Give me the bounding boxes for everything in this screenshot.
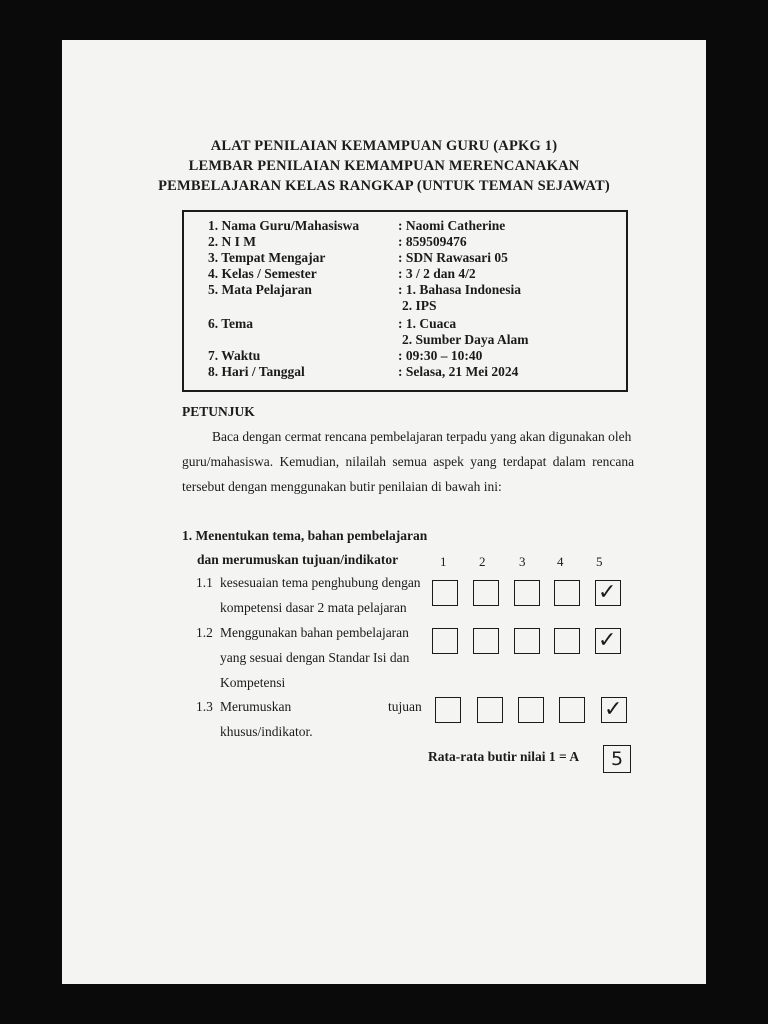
info-value: 2. IPS [402, 298, 437, 313]
score-checkbox-3[interactable] [514, 628, 540, 654]
scale-label: 3 [519, 554, 526, 569]
check-mark-icon: ✓ [598, 628, 617, 653]
info-value: : 859509476 [398, 234, 467, 249]
info-value: : 1. Cuaca [398, 316, 457, 331]
score-checkbox-1[interactable] [432, 580, 458, 606]
info-row [184, 348, 626, 364]
scale-label: 1 [440, 554, 447, 569]
score-checkbox-4[interactable] [559, 697, 585, 723]
score-checkbox-5[interactable] [595, 628, 621, 654]
title-line-3: PEMBELAJARAN KELAS RANGKAP (UNTUK TEMAN SEJAWAT) [158, 178, 610, 194]
item-text: khusus/indikator. [220, 724, 313, 739]
petunjuk-heading: PETUNJUK [182, 404, 255, 419]
info-value: : Selasa, 21 Mei 2024 [398, 364, 519, 379]
info-row [184, 316, 626, 332]
item-text: Menggunakan bahan pembelajaran [220, 625, 409, 640]
score-checkbox-4[interactable] [554, 580, 580, 606]
score-checkbox-1[interactable] [435, 697, 461, 723]
scale-label: 2 [479, 554, 486, 569]
item-number: 1.3 [196, 699, 213, 714]
info-label: 8. Hari / Tanggal [208, 364, 305, 379]
info-row [184, 234, 626, 250]
item-text: Merumuskan [220, 699, 292, 714]
info-row [184, 218, 626, 234]
document-page [62, 40, 706, 984]
item-text: Kompetensi [220, 675, 286, 690]
score-checkbox-1[interactable] [432, 628, 458, 654]
title-line-1: ALAT PENILAIAN KEMAMPUAN GURU (APKG 1) [210, 138, 558, 154]
info-value: 2. Sumber Daya Alam [402, 332, 529, 347]
score-checkbox-5[interactable] [601, 697, 627, 723]
info-label: 3. Tempat Mengajar [208, 250, 326, 265]
section-heading-1: 1. Menentukan tema, bahan pembelajaran [182, 528, 428, 543]
item-number: 1.2 [196, 625, 213, 640]
item-number: 1.1 [196, 575, 213, 590]
item-text: kompetensi dasar 2 mata pelajaran [220, 600, 407, 615]
info-value: : 3 / 2 dan 4/2 [398, 266, 476, 281]
info-label: 4. Kelas / Semester [208, 266, 317, 281]
score-checkbox-3[interactable] [514, 580, 540, 606]
score-checkbox-2[interactable] [473, 628, 499, 654]
info-label: 7. Waktu [208, 348, 261, 363]
score-checkbox-5[interactable] [595, 580, 621, 606]
item-text: kesesuaian tema penghubung dengan [220, 575, 421, 590]
score-checkbox-4[interactable] [554, 628, 580, 654]
title-line-2: LEMBAR PENILAIAN KEMAMPUAN MERENCANAKAN [188, 158, 580, 174]
average-score-box [603, 745, 631, 773]
info-value: : 09:30 – 10:40 [398, 348, 483, 363]
item-text: yang sesuai dengan Standar Isi dan [220, 650, 410, 665]
info-box [182, 210, 628, 392]
info-row [184, 282, 626, 298]
info-value: : 1. Bahasa Indonesia [398, 282, 522, 297]
info-value: : Naomi Catherine [398, 218, 506, 233]
score-checkbox-2[interactable] [473, 580, 499, 606]
info-row [184, 332, 626, 348]
petunjuk-line-3: tersebut dengan menggunakan butir penilaian di bawah ini: [182, 479, 502, 494]
score-checkbox-2[interactable] [477, 697, 503, 723]
info-row [184, 266, 626, 282]
info-label: 2. N I M [208, 234, 256, 249]
info-row [184, 298, 626, 314]
check-mark-icon: ✓ [604, 697, 623, 722]
info-value: : SDN Rawasari 05 [398, 250, 508, 265]
info-label: 5. Mata Pelajaran [208, 282, 312, 297]
info-row [184, 364, 626, 380]
info-label: 1. Nama Guru/Mahasiswa [208, 218, 360, 233]
section-heading-2: dan merumuskan tujuan/indikator [197, 552, 399, 567]
score-checkbox-3[interactable] [518, 697, 544, 723]
average-score-value: 5 [610, 748, 624, 770]
info-label: 6. Tema [208, 316, 254, 331]
petunjuk-line-2: guru/mahasiswa. Kemudian, nilailah semua aspek yang terdapat dalam rencana [182, 454, 635, 469]
scale-label: 4 [557, 554, 564, 569]
check-mark-icon: ✓ [598, 580, 617, 605]
item-text: tujuan [388, 699, 422, 714]
average-label: Rata-rata butir nilai 1 = A [428, 749, 580, 764]
scale-label: 5 [596, 554, 603, 569]
info-row [184, 250, 626, 266]
petunjuk-line-1: Baca dengan cermat rencana pembelajaran terpadu yang akan digunakan oleh [212, 429, 632, 444]
